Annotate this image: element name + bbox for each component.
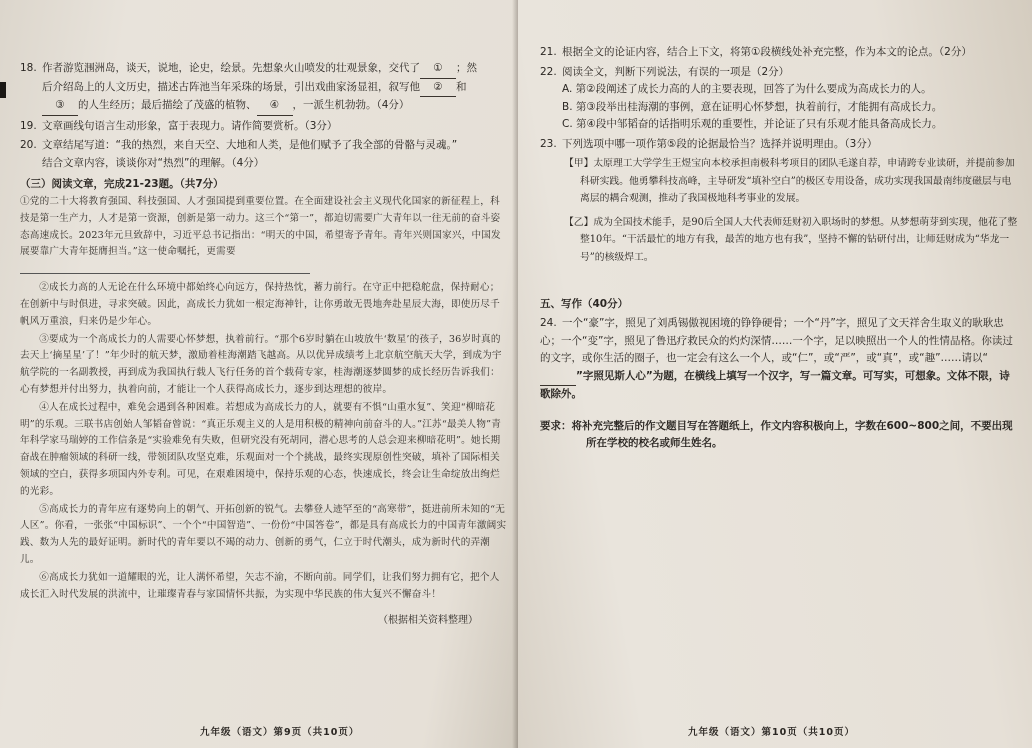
question-number: 19. xyxy=(20,119,37,132)
article-paragraph-3: ③要成为一个高成长力的人需要心怀梦想，执着前行。“那个6岁时躺在山坡放牛‘数星’的孩子，36岁时真的去天上‘摘星星’了！”年少时的航天梦，激励着桂海潮踏飞越高。从以优异成绩考上北京航空航天大学，到成为宇航学院的一名副教授，再到成为我国执行载人飞行任务的首个载荷专家，桂海潮逐梦圆梦的成长经历告诉我们：心有梦想并付出努力，执着向前，才能让一个人获得高成长力，逐步到达理想的彼岸。 xyxy=(20,333,502,395)
question-number: 21. xyxy=(540,46,557,58)
q20-line1: 文章结尾写道：“我的热烈，来自天空、大地和人类，是他们赋予了我全部的骨骼与灵魂。” xyxy=(42,139,458,151)
question-number: 23. xyxy=(540,137,557,150)
question-21 xyxy=(540,44,1018,62)
question-number: 20. xyxy=(20,139,37,151)
q18-line1b: ；然 xyxy=(456,62,477,74)
q18-line1: 作者游览涠洲岛，谈天，说地，论史，绘景。先想象火山喷发的壮观景象，交代了 xyxy=(42,62,420,74)
article-paragraph-2: ②成长力高的人无论在什么环境中都始终心向远方，保持热忱，蓄力前行。在守正中把稳舵盘，保持耐心；在创新中与时俱进，寻求突破。因此，高成长力犹如一根定海神针，让你勇敢无畏地奔赴星辰大海，即使历尽千帆风万重浪，归来仍是少年心。 xyxy=(20,282,500,327)
q18-blank-2: ② xyxy=(420,79,456,98)
paragraph-1-answer-line xyxy=(20,263,310,274)
article-paragraph-4: ④人在成长过程中，难免会遇到各种困难。若想成为高成长力的人，就要有不惧“山重水复”、笑迎“柳暗花明”的乐观。三联书店创始人邹韬奋曾说：“真正乐观主义的人是用积极的精神向前奋斗的人。”江苏“最美人物”青年科学家马瑞婷的工作信条是“实验难免有失败，但研究没有死胡同，潜心思考的人总会迎来柳暗花明”。她长期奋战在肿瘤领域的科研一线，带领团队攻坚克难，乐观面对一个个挑战，最终实现原创性突破，填补了国际相关领域的空白，获得多项国内外专利。可见，在艰难困境中，保持乐观的心态，快速成长，终会让生命绽放出绚烂的光彩。 xyxy=(20,401,502,497)
article-paragraph-5: ⑤高成长力的青年应有逐势向上的朝气、开拓创新的锐气。去攀登人迹罕至的“高寒带”，挺进前所未知的“无人区”。你看，一张张“中国标识”、一个个“中国智造”、一份份“中国答卷”，都是具有高成长力的中国青年激阔实践、数为人先的最好证明。新时代的青年要以不竭的动力、创新的勇气，仁立于时代潮头，成为新时代的弄潮儿。 xyxy=(20,503,507,565)
question-18 xyxy=(20,60,508,116)
q23-option-jia: 【甲】太原理工大学学生王煜宝向本校承担南极科考项目的团队毛遂自荐，申请跨专业读研，并提前参加科研实践。他勇攀科技高峰，主导研发“填补空白”的极区专用设备，成功实现我国最南纬度磁层与电离层的耦合观测，推动了我国极地科考事业的发展。 xyxy=(564,158,1015,204)
question-20 xyxy=(20,137,508,172)
q24-text-a: 一个“豪”字，照见了刘禹锡傲视困境的铮铮硬骨；一个“丹”字，照见了文天祥舍生取义的耿耿忠心；一个“变”字，照见了鲁迅疗救民众的灼灼深情……一个字，足以映照出一个人的性情品格。你读过的文字，或你生活的圈子，也一定会有这么一个人，或“仁”，或“严”，或“真”，或“趣”……请以“ xyxy=(540,317,1013,364)
q22-option-a: A. 第②段阐述了成长力高的人的主要表现，回答了为什么要成为高成长力的人。 xyxy=(562,83,932,95)
q18-blank-1: ① xyxy=(420,60,456,79)
article-source: （根据相关资料整理） xyxy=(378,615,478,627)
q23-option-yi: 【乙】成为全国技术能手，是90后全国人大代表师廷财初入职场时的梦想。从梦想萌芽到实现，他花了整整10年。“干活最忙的地方有我，最苦的地方也有我”，坚持不懈的钻研付出，让师廷财成为“华龙一号”的核级焊工。 xyxy=(564,216,1018,263)
q19-text: 文章画线句语言生动形象，富于表现力。请作简要赏析。（3分） xyxy=(42,119,338,132)
q22-option-b: B. 第③段举出桂海潮的事例，意在证明心怀梦想，执着前行，才能拥有高成长力。 xyxy=(562,100,943,113)
q20-line2: 结合文章内容，谈谈你对“热烈”的理解。（4分） xyxy=(42,156,265,169)
q23-text: 下列选项中哪一项作第⑤段的论据最恰当？选择并说明理由。（3分） xyxy=(562,137,878,150)
question-19 xyxy=(20,118,508,136)
q18-line2: 后介绍岛上的人文历史，描述古阵池当年采珠的场景，引出戏曲家汤显祖，叙写他 xyxy=(42,80,420,93)
q21-text: 根据全文的论证内容，结合上下文，将第①段横线处补充完整，作为本文的论点。（2分） xyxy=(562,46,972,58)
page-footer-left: 九年级（语文）第9页（共10页） xyxy=(200,727,360,738)
q22-option-c: C. 第④段中邹韬奋的话指明乐观的重要性，并论证了只有乐观才能具备高成长力。 xyxy=(562,118,943,130)
q18-line3b: ，一派生机勃勃。（4分） xyxy=(292,99,410,111)
question-number: 22. xyxy=(540,65,557,78)
question-23 xyxy=(540,136,1018,267)
q22-text: 阅读全文，判断下列说法，有误的一项是（2分） xyxy=(562,65,790,78)
q24-text-b: ”字照见斯人心”为题，在横线上填写一个汉字，写一篇文章。可写实，可想象。文体不限，诗歌除外。 xyxy=(540,369,1010,400)
writing-requirement: 要求：将补充完整后的作文题目写在答题纸上，作文内容积极向上，字数在600~800之间，不要出现所在学校的校名或师生姓名。 xyxy=(540,419,1013,449)
question-22 xyxy=(540,64,1018,134)
page-edge-mark xyxy=(0,82,6,98)
section-5-heading: 五、写作（40分） xyxy=(540,298,629,310)
article-paragraph-1: ①党的二十大将教育强国、科技强国、人才强国提到重要位置。在全面建设社会主义现代化国家的新征程上，科技是第一生产力，人才是第一资源，创新是第一动力。这三个“第一”，都迫切需要广大青年以一往无前的奋斗姿态高速成长。2023年元旦致辞中，习近平总书记指出：“明天的中国，希望寄予青年。青年兴则国家兴，中国发展要靠广大青年挺膺担当。”这一使命嘱托，更需要 xyxy=(20,196,501,258)
question-number: 18. xyxy=(20,62,37,74)
question-number: 24. xyxy=(540,317,557,329)
page-footer-right: 九年级（语文）第10页（共10页） xyxy=(688,727,855,738)
q18-line3: 的人生经历；最后描绘了茂盛的植物、 xyxy=(78,99,257,111)
q24-title-blank xyxy=(540,368,576,387)
article-paragraph-6: ⑥高成长力犹如一道耀眼的光，让人满怀希望，矢志不渝，不断向前。同学们，让我们努力拥有它，把个人成长汇入时代发展的洪流中，让璀璨青春与家国情怀共振，为实现中华民族的伟大复兴不懈奋斗！ xyxy=(20,571,500,600)
section-3-heading: （三）阅读文章，完成21-23题。（共7分） xyxy=(20,178,224,190)
question-24 xyxy=(540,315,1018,404)
q18-blank-4: ④ xyxy=(257,97,293,116)
q18-line2b: 和 xyxy=(456,80,467,93)
q18-blank-3: ③ xyxy=(42,97,78,116)
right-page xyxy=(518,0,1032,748)
